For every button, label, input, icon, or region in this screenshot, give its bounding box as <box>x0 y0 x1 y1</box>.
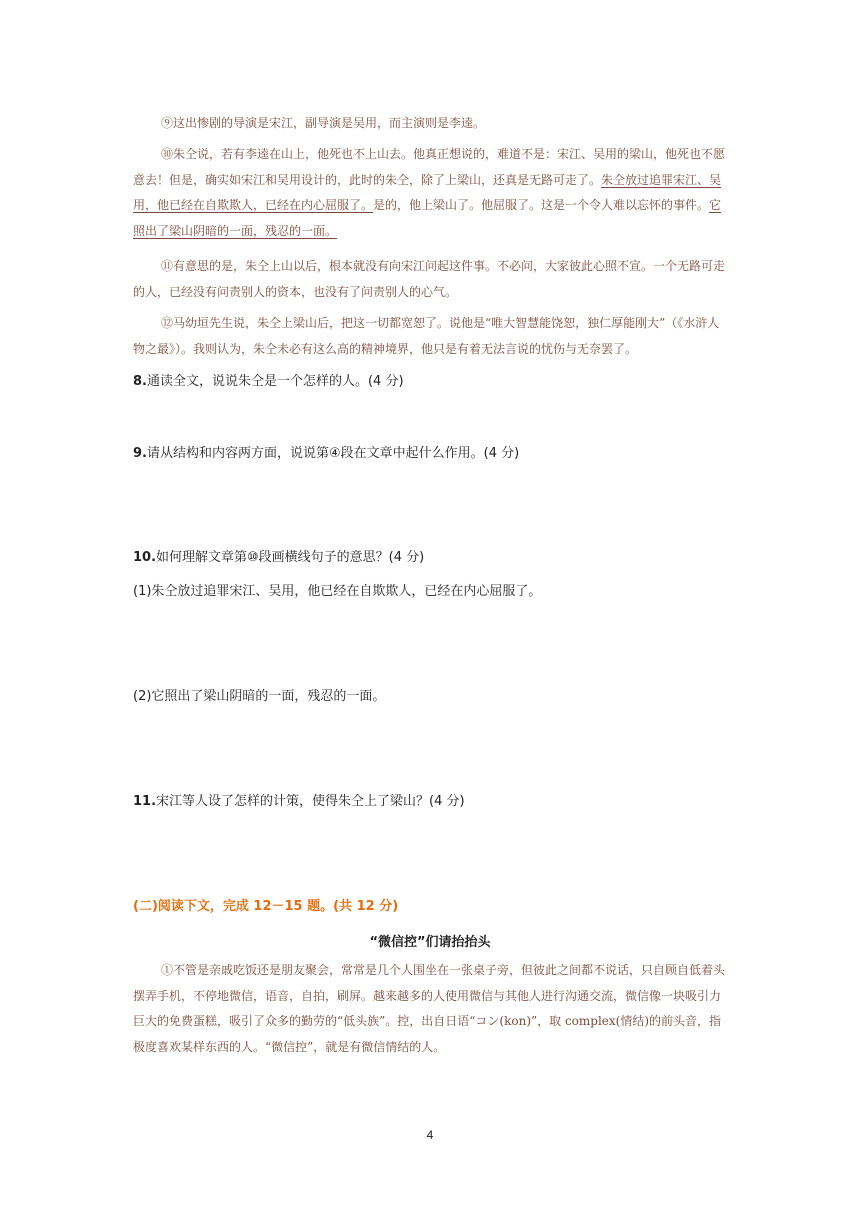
paragraph-12: ⑫马幼垣先生说，朱仝上梁山后，把这一切都宽恕了。说他是“唯大智慧能饶恕，独仁厚能刚大”（《水浒人物之最》）。我则认为，朱仝未必有这么高的精神境界，他只是有着无法言说的忧伤与无奈罢了。 <box>133 316 720 356</box>
question-9-text: 请从结构和内容两方面，说说第④段在文章中起什么作用。(4 分) <box>146 446 520 461</box>
paragraph-10-text-b: 是的，他上梁山了。他屈服了。这是一个令人难以忘怀的事件。 <box>373 198 710 212</box>
section-2-paragraph-1: ①不管是亲戚吃饭还是朋友聚会，常常是几个人围坐在一张桌子旁，但彼此之间都不说话，只自顾自低着头摆弄手机，不停地微信，语音，自拍，刷屏。越来越多的人使用微信与其他人进行沟通交流，微信像一块吸引力巨大的免费蛋糕，吸引了众多的勤劳的“低头族”。控，出自日语“コン(kon)”，取 complex(情结)的前头音，指极度喜欢某样东西的人。“微信控”，就是有微信情结的人。 <box>133 963 726 1054</box>
paragraph-10-text-a: ⑩朱仝说，若有李逵在山上，他死也不上山去。他真正想说的，难道不是：宋江、吴用的梁山，他死也不愿意去！但是，确实如宋江和吴用设计的，此时的朱仝，除了上梁山，还真是无路可走了。 <box>133 147 726 187</box>
question-8 <box>133 370 733 389</box>
question-10-text: 如何理解文章第⑩段画横线句子的意思？(4 分) <box>156 550 425 565</box>
question-11-text: 宋江等人设了怎样的计策，使得朱仝上了梁山？(4 分) <box>156 794 465 809</box>
question-10-item-1: (1)朱仝放过追罪宋江、吴用，他已经在自欺欺人，已经在内心屈服了。 <box>133 584 542 599</box>
question-10-number: 10. <box>133 550 157 565</box>
article-title: “微信控”们请抬抬头 <box>369 935 491 950</box>
question-9-number: 9. <box>133 446 147 461</box>
paragraph-10 <box>133 142 731 244</box>
question-8-text: 通读全文，说说朱仝是一个怎样的人。(4 分) <box>146 374 404 389</box>
page-number: 4 <box>426 1128 434 1142</box>
paragraph-9: ⑨这出惨剧的导演是宋江，副导演是吴用，而主演则是李逵。 <box>161 116 486 130</box>
question-9 <box>133 442 733 461</box>
section-2-heading: (二)阅读下文，完成 12－15 题。(共 12 分) <box>133 899 399 914</box>
question-8-number: 8. <box>133 374 147 389</box>
question-10 <box>133 546 733 565</box>
paragraph-11: ⑪有意思的是，朱仝上山以后，根本就没有向宋江问起这件事。不必问，大家彼此心照不宣。一个无路可走的人，已经没有问责别人的资本，也没有了问责别人的心气。 <box>133 259 726 299</box>
question-11 <box>133 790 733 809</box>
question-11-number: 11. <box>133 794 157 809</box>
underlined-sentence-1: 朱仝放过追罪宋江、吴用，他已经在自欺欺人，已经在内心屈服了。 <box>133 172 722 212</box>
underlined-sentence-2: 它照出了梁山阴暗的一面，残忍的一面。 <box>133 198 722 238</box>
question-10-item-2: (2)它照出了梁山阴暗的一面，残忍的一面。 <box>133 689 386 704</box>
